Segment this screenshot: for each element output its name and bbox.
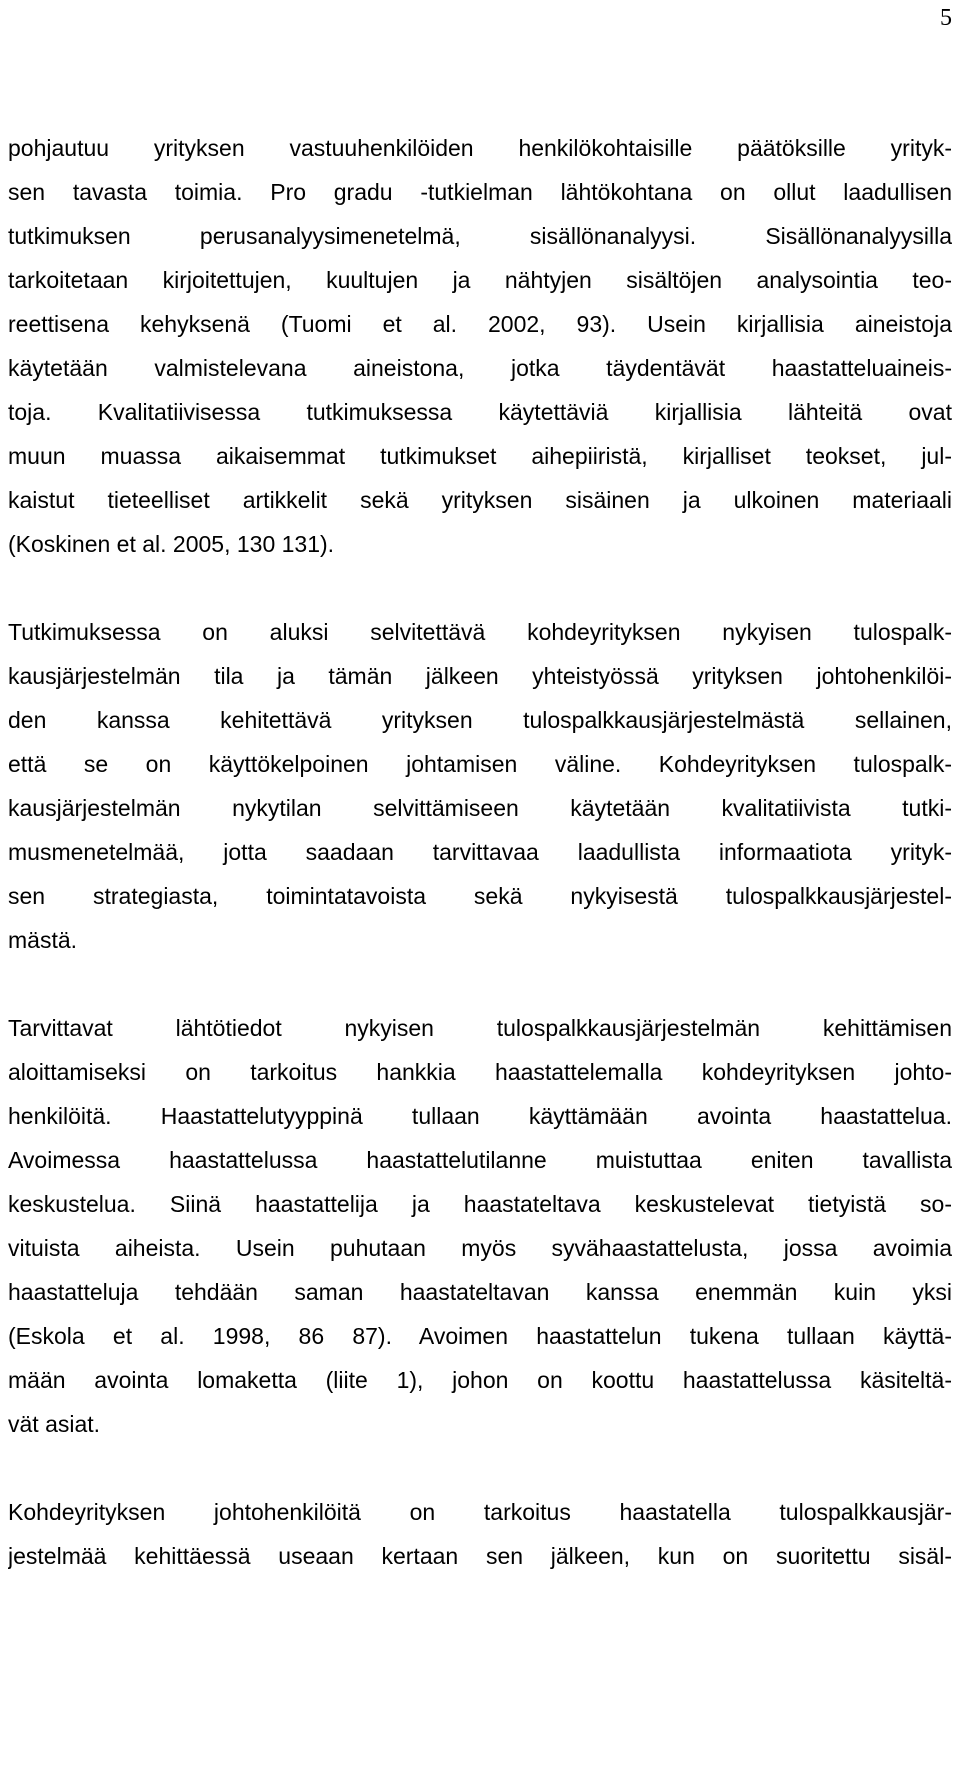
text-line: käytetään valmistelevana aineistona, jotka täydentävät haastatteluaineis- [8, 355, 952, 381]
text-line: musmenetelmää, jotta saadaan tarvittavaa laadullista informaatiota yrityk- [8, 839, 952, 865]
text-line: kausjärjestelmän nykytilan selvittämiseen käytetään kvalitatiivista tutki- [8, 795, 952, 821]
page-number: 5 [940, 5, 952, 31]
text-line: Avoimessa haastattelussa haastattelutilanne muistuttaa eniten tavallista [8, 1147, 952, 1173]
text-line: kaistut tieteelliset artikkelit sekä yrityksen sisäinen ja ulkoinen materiaali [8, 487, 952, 513]
text-line: tutkimuksen perusanalyysimenetelmä, sisällönanalyysi. Sisällönanalyysilla [8, 223, 952, 249]
text-line: den kanssa kehitettävä yrityksen tulospalkkausjärjestelmästä sellainen, [8, 707, 952, 733]
text-line: Kohdeyrityksen johtohenkilöitä on tarkoitus haastatella tulospalkkausjär- [8, 1499, 952, 1525]
text-line: sen tavasta toimia. Pro gradu -tutkielman lähtökohtana on ollut laadullisen [8, 179, 952, 205]
text-line: Tutkimuksessa on aluksi selvitettävä kohdeyrityksen nykyisen tulospalk- [8, 619, 952, 645]
text-line: muun muassa aikaisemmat tutkimukset aihepiiristä, kirjalliset teokset, jul- [8, 443, 952, 469]
text-line: (Eskola et al. 1998, 86 87). Avoimen haastattelun tukena tullaan käyttä- [8, 1323, 952, 1349]
text-line: toja. Kvalitatiivisessa tutkimuksessa käytettäviä kirjallisia lähteitä ovat [8, 399, 952, 425]
text-line: pohjautuu yrityksen vastuuhenkilöiden henkilökohtaisille päätöksille yrityk- [8, 135, 952, 161]
text-line: mään avointa lomaketta (liite 1), johon on koottu haastattelussa käsiteltä- [8, 1367, 952, 1393]
text-line: että se on käyttökelpoinen johtamisen väline. Kohdeyrityksen tulospalk- [8, 751, 952, 777]
text-line: keskustelua. Siinä haastattelija ja haastateltava keskustelevat tietyistä so- [8, 1191, 952, 1217]
text-line: (Koskinen et al. 2005, 130 131). [8, 531, 335, 557]
text-line: sen strategiasta, toimintatavoista sekä nykyisestä tulospalkkausjärjestel- [8, 883, 952, 909]
text-line: henkilöitä. Haastattelutyyppinä tullaan käyttämään avointa haastattelua. [8, 1103, 952, 1129]
text-line: Tarvittavat lähtötiedot nykyisen tulospalkkausjärjestelmän kehittämisen [8, 1015, 952, 1041]
text-line: vät asiat. [8, 1411, 101, 1437]
text-line: tarkoitetaan kirjoitettujen, kuultujen ja nähtyjen sisältöjen analysointia teo- [8, 267, 952, 293]
text-line: kausjärjestelmän tila ja tämän jälkeen yhteistyössä yrityksen johtohenkilöi- [8, 663, 952, 689]
text-line: jestelmää kehittäessä useaan kertaan sen jälkeen, kun on suoritettu sisäl- [8, 1543, 952, 1569]
text-line: haastatteluja tehdään saman haastateltavan kanssa enemmän kuin yksi [8, 1279, 952, 1305]
text-line: mästä. [8, 927, 78, 953]
text-line: vituista aiheista. Usein puhutaan myös syvähaastattelusta, jossa avoimia [8, 1235, 952, 1261]
text-line: reettisena kehyksenä (Tuomi et al. 2002, 93). Usein kirjallisia aineistoja [8, 311, 952, 337]
text-line: aloittamiseksi on tarkoitus hankkia haastattelemalla kohdeyrityksen johto- [8, 1059, 952, 1085]
